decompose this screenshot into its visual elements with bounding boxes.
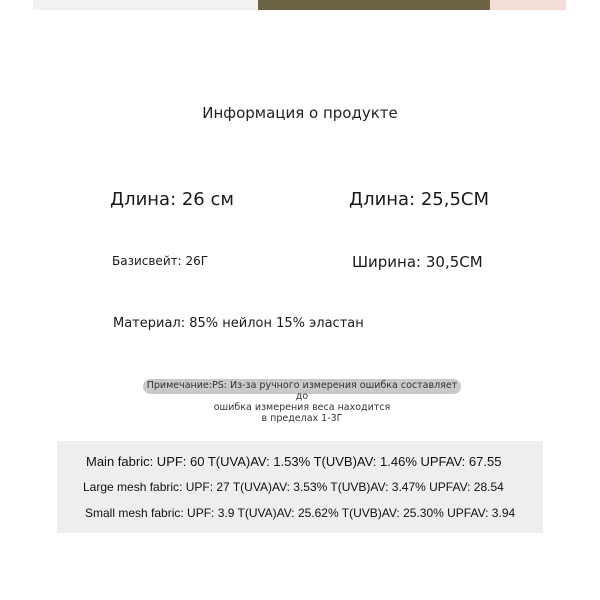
spec-width: Ширина: 30,5СМ [352,253,483,271]
spec-basis-weight: Базисвейт: 26Г [112,254,209,268]
product-photo-center [258,0,490,10]
section-title: Информация о продукте [202,104,398,122]
upf-row-main-fabric: Main fabric: UPF: 60 T(UVA)AV: 1.53% T(UVB)AV: 1.46% UPFAV: 67.55 [86,454,502,469]
product-photo-left [33,0,258,10]
product-photo-right [490,0,566,10]
note-line-1: Примечание:PS: Из-за ручного измерения ошибка составляет до [146,380,458,402]
upf-row-large-mesh: Large mesh fabric: UPF: 27 T(UVA)AV: 3.53% T(UVB)AV: 3.47% UPFAV: 28.54 [83,480,504,494]
spec-length-right: Длина: 25,5СМ [349,189,490,210]
note-line-2: ошибка измерения веса находится [213,402,391,413]
upf-row-small-mesh: Small mesh fabric: UPF: 3.9 T(UVA)AV: 25.62% T(UVB)AV: 25.30% UPFAV: 3.94 [85,506,516,520]
top-photo-strip [33,0,566,10]
note-line-3: в пределах 1-3Г [261,413,343,424]
spec-material: Материал: 85% нейлон 15% эластан [113,316,364,331]
spec-length-left: Длина: 26 см [110,189,234,210]
measurement-note [143,380,461,424]
